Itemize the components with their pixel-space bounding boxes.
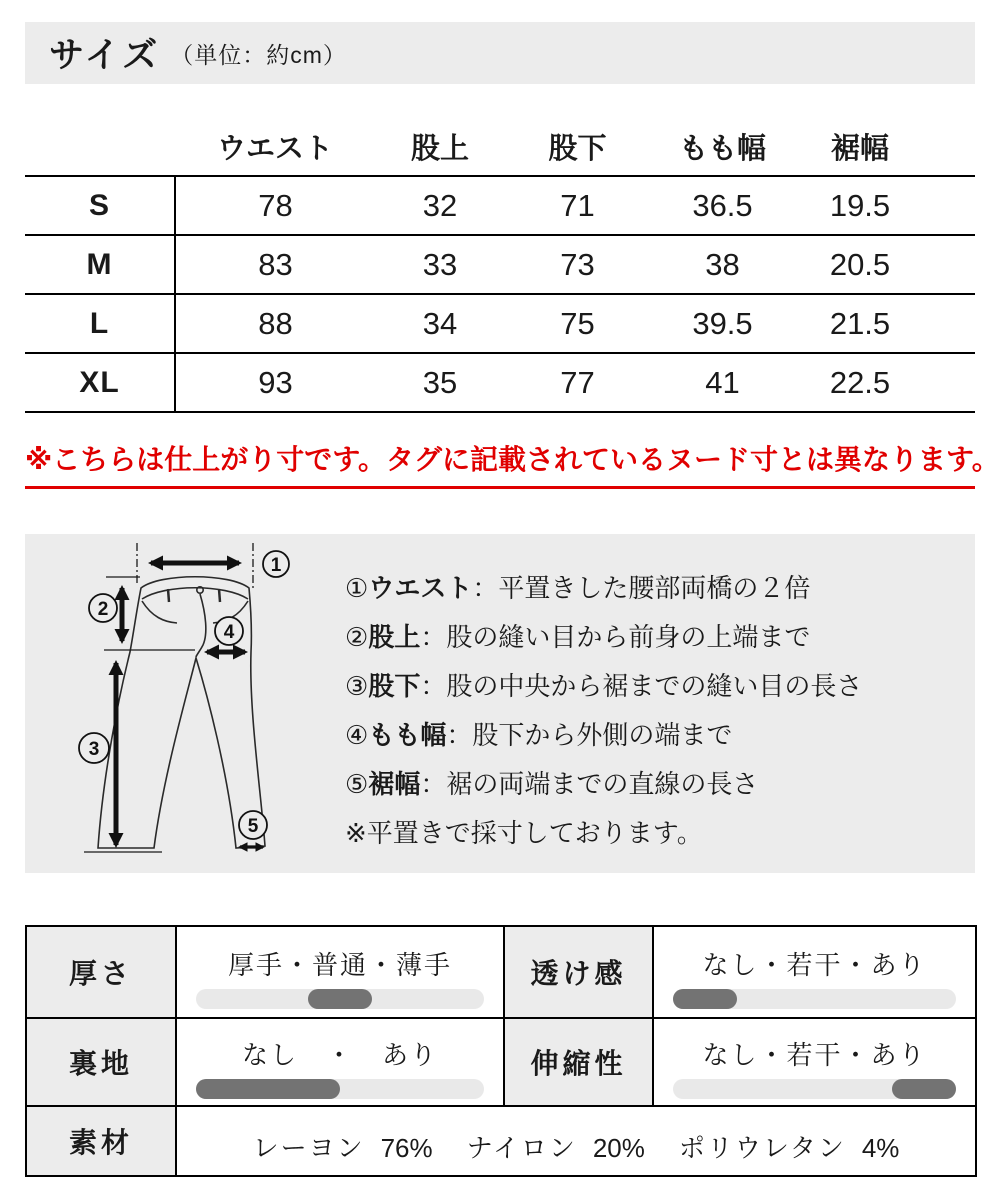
cell-waist: 83 <box>175 235 375 294</box>
lining-value <box>176 1018 504 1106</box>
slider-indicator <box>673 989 737 1009</box>
material-pct: 4% <box>861 1132 900 1163</box>
size-label: M <box>25 235 175 294</box>
lining-label: 裏地 <box>26 1018 176 1106</box>
thickness-label: 厚さ <box>26 926 176 1018</box>
thickness-scale: 厚手・普通・薄手 <box>227 950 452 980</box>
cell-rise: 32 <box>375 176 505 235</box>
diagram-label-4: 4 <box>223 622 235 643</box>
cell-inseam: 77 <box>505 353 650 412</box>
flat-measure-note: ※平置きで採寸しております。 <box>345 818 703 848</box>
slider-indicator <box>196 1079 340 1099</box>
diagram-number-circles <box>79 551 289 839</box>
material-pct: 76% <box>380 1132 433 1163</box>
table-row-l <box>25 294 975 353</box>
spacer-cell <box>925 294 975 353</box>
corner-cell <box>25 118 175 176</box>
col-header-rise: 股上 <box>410 133 469 165</box>
cell-waist: 88 <box>175 294 375 353</box>
spacer-cell <box>925 353 975 412</box>
spacer-cell <box>925 176 975 235</box>
measure-definition-thigh: ④もも幅：股下から外側の端まで <box>345 720 733 750</box>
finished-size-notice: ※こちらは仕上がり寸です。タグに記載されているヌード寸とは異なります。 <box>25 438 975 489</box>
stretch-scale: なし・若干・あり <box>702 1040 927 1070</box>
sheerness-label: 透け感 <box>504 926 653 1018</box>
stretch-value <box>653 1018 976 1106</box>
cell-thigh: 41 <box>650 353 795 412</box>
material-name: レーヨン <box>252 1132 365 1163</box>
cell-inseam: 71 <box>505 176 650 235</box>
slider-track <box>196 1079 484 1099</box>
cell-waist: 93 <box>175 353 375 412</box>
table-row-m <box>25 235 975 294</box>
material-name: ナイロン <box>466 1132 577 1163</box>
diagram-label-2: 2 <box>97 599 109 620</box>
lining-scale: なし ・ あり <box>241 1040 438 1070</box>
diagram-label-5: 5 <box>247 816 259 837</box>
stretch-label: 伸縮性 <box>504 1018 653 1106</box>
cell-thigh: 36.5 <box>650 176 795 235</box>
col-header-thigh: もも幅 <box>678 133 766 165</box>
cell-inseam: 75 <box>505 294 650 353</box>
measure-definition-inseam: ③股下：股の中央から裾までの縫い目の長さ <box>345 671 863 701</box>
sheerness-value <box>653 926 976 1018</box>
cell-rise: 34 <box>375 294 505 353</box>
cell-hem: 20.5 <box>795 235 925 294</box>
material-pct: 20% <box>592 1132 645 1163</box>
col-header-inseam: 股下 <box>548 133 607 165</box>
cell-thigh: 38 <box>650 235 795 294</box>
diagram-label-1: 1 <box>270 555 282 576</box>
spec-row-thickness-sheerness <box>26 926 976 1018</box>
material-label: 素材 <box>26 1106 176 1176</box>
spec-row-material <box>26 1106 976 1176</box>
cell-rise: 35 <box>375 353 505 412</box>
cell-hem: 19.5 <box>795 176 925 235</box>
cell-waist: 78 <box>175 176 375 235</box>
page-title: サイズ <box>49 36 161 75</box>
size-label: L <box>25 294 175 353</box>
size-table-header-row <box>25 118 975 176</box>
col-header-hem: 裾幅 <box>830 133 889 165</box>
spacer-cell <box>925 235 975 294</box>
spec-row-lining-stretch <box>26 1018 976 1106</box>
material-name: ポリウレタン <box>678 1132 846 1163</box>
cell-inseam: 73 <box>505 235 650 294</box>
size-label: XL <box>25 353 175 412</box>
cell-rise: 33 <box>375 235 505 294</box>
table-row-s <box>25 176 975 235</box>
material-value <box>176 1106 976 1176</box>
unit-note: （単位：約cm） <box>170 41 347 68</box>
size-table <box>25 118 975 413</box>
table-row-xl <box>25 353 975 412</box>
measure-definition-waist: ①ウエスト：平置きした腰部両橋の２倍 <box>345 573 811 603</box>
spec-table <box>25 925 977 1177</box>
cell-hem: 22.5 <box>795 353 925 412</box>
slider-track <box>673 989 956 1009</box>
size-label: S <box>25 176 175 235</box>
slider-track <box>196 989 484 1009</box>
cell-hem: 21.5 <box>795 294 925 353</box>
slider-indicator <box>308 989 371 1009</box>
thickness-value <box>176 926 504 1018</box>
measure-definition-hem: ⑤裾幅：裾の両端までの直線の長さ <box>345 769 759 799</box>
spacer-cell <box>925 118 975 176</box>
measurement-guide <box>25 534 975 873</box>
diagram-label-3: 3 <box>88 739 100 760</box>
slider-track <box>673 1079 956 1099</box>
sheerness-scale: なし・若干・あり <box>702 950 927 980</box>
measure-definitions <box>345 564 862 858</box>
measure-definition-rise: ②股上：股の縫い目から前身の上端まで <box>345 622 811 652</box>
slider-indicator <box>892 1079 956 1099</box>
section-header <box>25 22 975 84</box>
col-header-waist: ウエスト <box>216 133 333 165</box>
cell-thigh: 39.5 <box>650 294 795 353</box>
pants-diagram <box>75 538 320 868</box>
